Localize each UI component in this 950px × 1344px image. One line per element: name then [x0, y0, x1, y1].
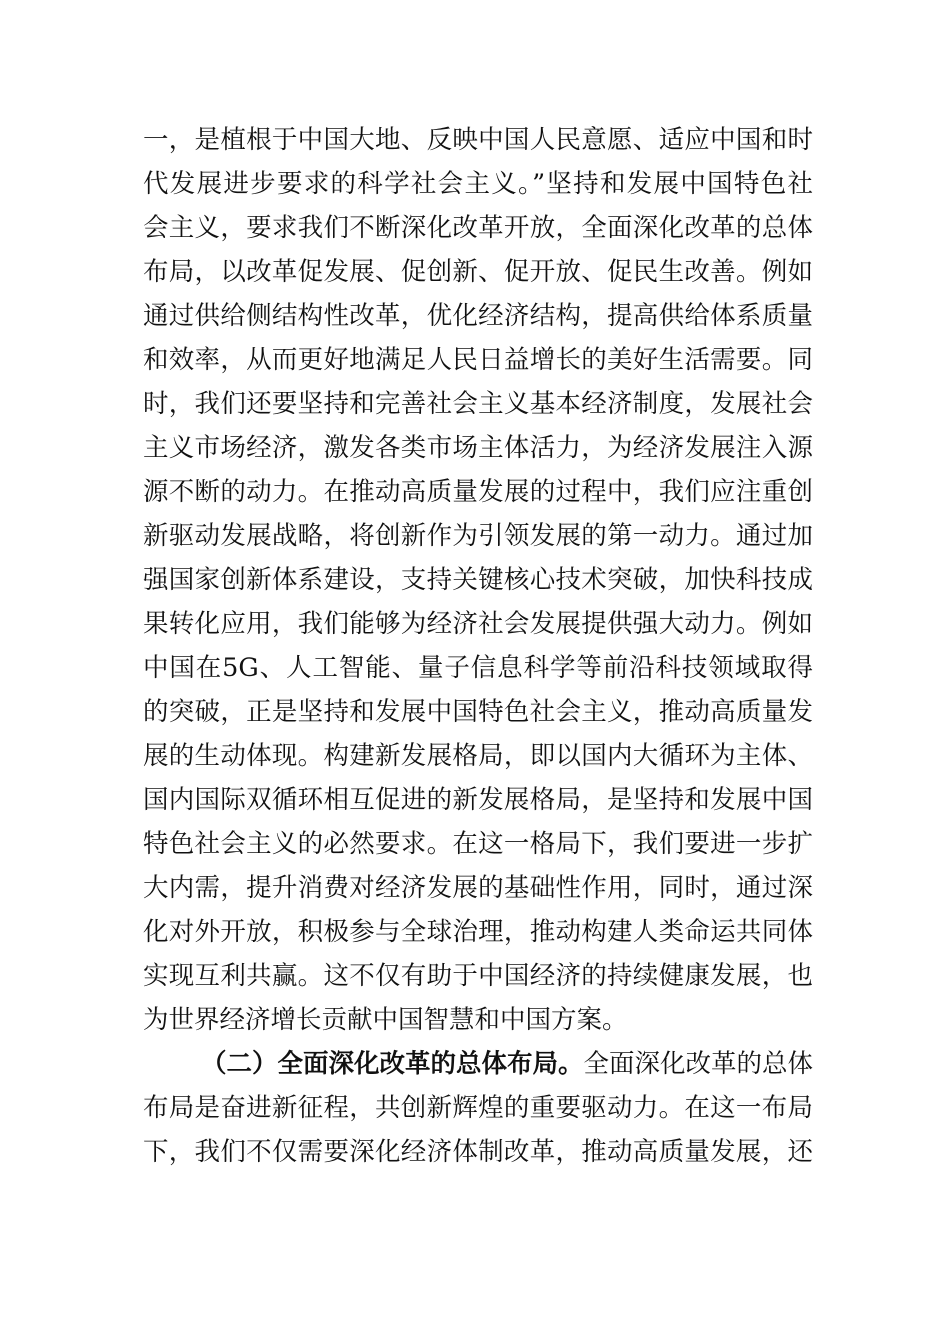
text-line: 实现互利共赢。这不仅有助于中国经济的持续健康发展，也 — [143, 961, 813, 991]
text-line: 展的生动体现。构建新发展格局，即以国内大循环为主体、 — [143, 741, 813, 771]
text-line: 果转化应用，我们能够为经济社会发展提供强大动力。例如 — [143, 609, 813, 639]
text-segment: 全面深化改革的总体 — [583, 1049, 814, 1079]
text-line: 和效率，从而更好地满足人民日益增长的美好生活需要。同 — [143, 345, 813, 375]
text-line: 源不断的动力。在推动高质量发展的过程中，我们应注重创 — [143, 477, 813, 507]
text-line: 布局是奋进新征程，共创新辉煌的重要驱动力。在这一布局 — [143, 1093, 813, 1123]
text-line: 下，我们不仅需要深化经济体制改革，推动高质量发展，还 — [143, 1137, 813, 1167]
text-line: 强国家创新体系建设，支持关键核心技术突破，加快科技成 — [143, 565, 813, 595]
text-line: 化对外开放，积极参与全球治理，推动构建人类命运共同体 — [143, 917, 813, 947]
text-line: 为世界经济增长贡献中国智慧和中国方案。 — [143, 1005, 628, 1035]
text-line: 通过供给侧结构性改革，优化经济结构，提高供给体系质量 — [143, 301, 813, 331]
text-line: 特色社会主义的必然要求。在这一格局下，我们要进一步扩 — [143, 829, 813, 859]
text-line: 主义市场经济，激发各类市场主体活力，为经济发展注入源 — [143, 433, 813, 463]
text-line: 时，我们还要坚持和完善社会主义基本经济制度，发展社会 — [143, 389, 813, 419]
text-line: 一，是植根于中国大地、反映中国人民意愿、适应中国和时 — [143, 125, 813, 155]
text-line: 会主义，要求我们不断深化改革开放，全面深化改革的总体 — [143, 213, 813, 243]
text-line: 的突破，正是坚持和发展中国特色社会主义，推动高质量发 — [143, 697, 813, 727]
text-line: 新驱动发展战略，将创新作为引领发展的第一动力。通过加 — [143, 521, 813, 551]
text-line: 国内国际双循环相互促进的新发展格局，是坚持和发展中国 — [143, 785, 813, 815]
text-line: 布局，以改革促发展、促创新、促开放、促民生改善。例如 — [143, 257, 813, 287]
text-line: 中国在5G、人工智能、量子信息科学等前沿科技领域取得 — [143, 653, 813, 683]
text-line: 代发展进步要求的科学社会主义。”坚持和发展中国特色社 — [143, 169, 813, 199]
section-heading: （二）全面深化改革的总体布局。 — [201, 1049, 584, 1079]
text-line: 大内需，提升消费对经济发展的基础性作用，同时，通过深 — [143, 873, 813, 903]
section-heading-line — [143, 1042, 813, 1086]
body-text — [143, 118, 813, 1174]
